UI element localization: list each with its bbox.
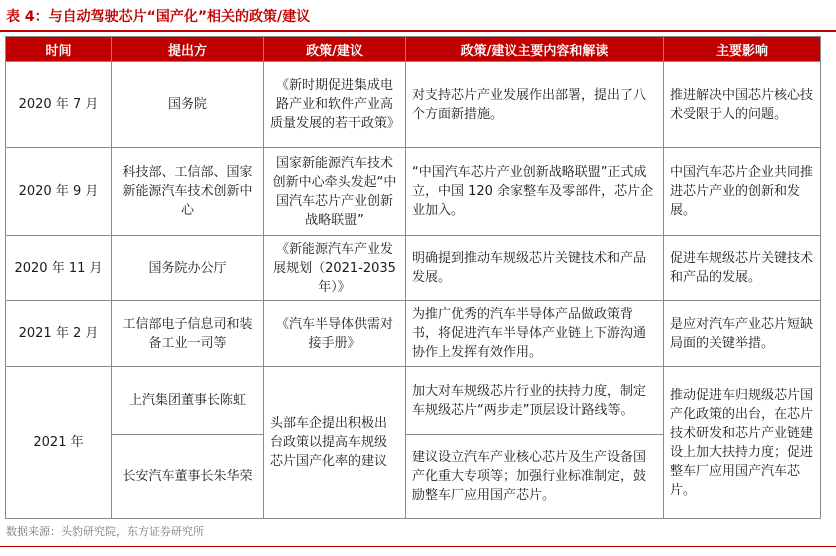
table-row [6,236,821,301]
header-policy: 政策/建议 [264,37,406,62]
row-time: 2021 年 2 月 [18,326,99,341]
row-time: 2021 年 [33,435,84,450]
row-impact: 促进车规级芯片关键技术和产品的发展。 [670,251,814,285]
table-row [6,148,821,236]
row-impact: 中国汽车芯片企业共同推进芯片产业的创新和发展。 [670,165,814,218]
row-content: 为推广优秀的汽车半导体产品做政策背书，将促进汽车半导体产业链上下游沟通协作上发挥有效作用。 [412,307,647,360]
table-row [6,301,821,367]
row-content: 对支持芯片产业发展作出部署，提出了八个方面新措施。 [412,87,647,122]
header-proposer: 提出方 [112,37,264,62]
row-policy: 《新时期促进集成电路产业和软件产业高质量发展的若干政策》 [270,78,401,131]
footer-rule [0,546,836,547]
row-content: 加大对车规级芯片行业的扶持力度，制定车规级芯片“两步走”顶层设计路线等。 [412,383,647,418]
row-proposer: 国务院 [167,97,207,112]
data-source-note: 数据来源：头豹研究院，东方证券研究所 [6,525,204,538]
header-content: 政策/建议主要内容和解读 [406,37,664,62]
row-policy: 头部车企提出积极出台政策以提高车规级芯片国产化率的建议 [270,416,388,469]
row-proposer: 科技部、工信部、国家新能源汽车技术创新中心 [122,165,253,218]
policy-table [5,36,821,519]
row-proposer: 国务院办公厅 [148,260,227,276]
row-content: 建议设立汽车产业核心芯片及生产设备国产化重大专项等；加强行业标准制定，鼓励整车厂应用国产芯片。 [412,450,647,503]
row-time: 2020 年 7 月 [18,97,99,112]
row-time: 2020 年 11 月 [14,260,103,276]
row-time: 2020 年 9 月 [18,184,99,199]
row-impact: 推动促进车归规级芯片国产化政策的出台，在芯片技术研发和芯片产业链建设上加大扶持力度；促进整车厂应用国产汽车芯片。 [670,387,814,498]
header-time: 时间 [6,37,112,62]
row-proposer: 长安汽车董事长朱华荣 [122,469,253,484]
table-row [6,62,821,148]
caption-rule [0,30,836,32]
row-impact: 是应对汽车产业芯片短缺局面的关键举措。 [670,316,814,351]
row-content: 明确提到推动车规级芯片关键技术和产品发展。 [412,251,647,285]
table-row [6,367,821,435]
row-proposer: 上汽集团董事长陈虹 [128,393,246,408]
header-impact: 主要影响 [664,37,821,62]
row-content: “中国汽车芯片产业创新战略联盟”正式成立，中国 120 余家整车及零部件，芯片企业加入。 [412,165,654,218]
row-proposer: 工信部电子信息司和装备工业一司等 [122,316,253,351]
row-policy: 《新能源汽车产业发展规划（2021-2035 年）》 [273,241,396,295]
table-caption: 表 4：与自动驾驶芯片“国产化”相关的政策/建议 [6,9,311,25]
row-policy: 国家新能源汽车技术创新中心牵头发起“中国汽车芯片产业创新战略联盟” [272,155,397,228]
header-row [6,37,821,62]
row-impact: 推进解决中国芯片核心技术受限于人的问题。 [670,87,814,122]
row-policy: 《汽车半导体供需对接手册》 [275,316,393,351]
